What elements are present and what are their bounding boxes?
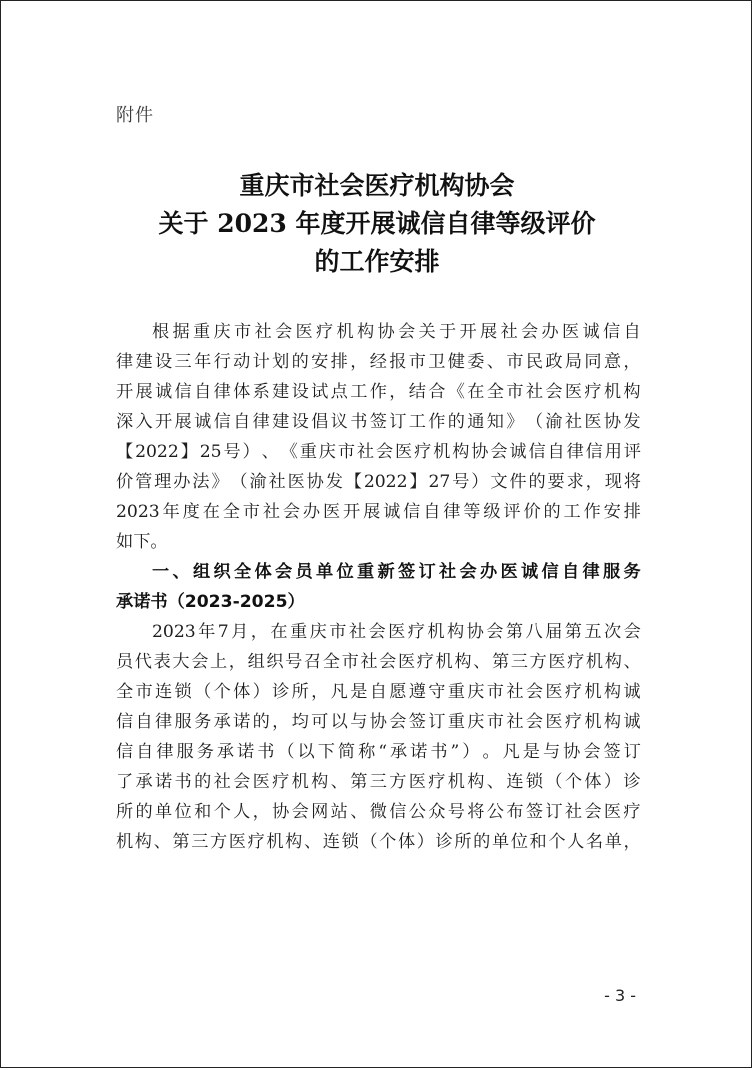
section-heading-line: 承诺书（2023-2025） [116, 592, 305, 612]
paragraph-line: 员 代 表 大 会 上 ， 组 织 号 召 全 市 社 会 医 疗 机 构 、 第 三 方 医 疗 机 构 、 [116, 652, 641, 672]
document-title [1, 167, 753, 281]
paragraph-line: 如下。 [116, 532, 168, 552]
paragraph-line: 根 据 重 庆 市 社 会 医 疗 机 构 协 会 关 于 开 展 社 会 办 医 诚 信 自 [152, 322, 641, 342]
paragraph-line: 全 市 连 锁 （ 个 体 ） 诊 所 ， 凡 是 自 愿 遵 守 重 庆 市 社 会 医 疗 机 构 诚 [116, 682, 641, 702]
page-number: - 3 - [604, 986, 636, 1005]
title-line-1: 重庆市社会医疗机构协会 [239, 171, 515, 200]
paragraph-line: 2023 年 7 月 ， 在 重 庆 市 社 会 医 疗 机 构 协 会 第 八 届 第 五 次 会 [152, 622, 641, 642]
paragraph-line: 【 2022 】 25 号 ） 、 《 重 庆 市 社 会 医 疗 机 构 协 会 诚 信 自 律 信 用 评 [116, 442, 641, 462]
paragraph-line: 价 管 理 办 法 》 （ 渝 社 医 协 发 【 2022 】 27 号 ） 文 件 的 要 求 ， 现 将 [116, 472, 641, 492]
paragraph-line: 2023 年 度 在 全 市 社 会 办 医 开 展 诚 信 自 律 等 级 评 价 的 工 作 安 排 [116, 502, 641, 522]
paragraph-line: 机 构 、 第 三 方 医 疗 机 构 、 连 锁 （ 个 体 ） 诊 所 的 单 位 和 个 人 名 单 ， [116, 832, 641, 852]
title-line-3: 的工作安排 [314, 247, 440, 276]
paragraph-line: 所 的 单 位 和 个 人 ， 协 会 网 站 、 微 信 公 众 号 将 公 布 签 订 社 会 医 疗 [116, 802, 641, 822]
attachment-label: 附件 [116, 105, 154, 126]
title-line-2: 关于 2023 年度开展诚信自律等级评价 [158, 209, 596, 238]
paragraph-line: 律 建 设 三 年 行 动 计 划 的 安 排 ， 经 报 市 卫 健 委 、 市 民 政 局 同 意 ， [116, 352, 641, 372]
paragraph-line: 深 入 开 展 诚 信 自 律 建 设 倡 议 书 签 订 工 作 的 通 知 》 （ 渝 社 医 协 发 [116, 412, 641, 432]
paragraph-line: 了 承 诺 书 的 社 会 医 疗 机 构 、 第 三 方 医 疗 机 构 、 连 锁 （ 个 体 ） 诊 [116, 772, 641, 792]
section-heading-line: 一 、 组 织 全 体 会 员 单 位 重 新 签 订 社 会 办 医 诚 信 自 律 服 务 [152, 562, 641, 582]
paragraph-line: 信 自 律 服 务 承 诺 书 （ 以 下 简 称 “ 承 诺 书 ” ） 。 凡 是 与 协 会 签 订 [116, 742, 641, 762]
paragraph-line: 开 展 诚 信 自 律 体 系 建 设 试 点 工 作 ， 结 合 《 在 全 市 社 会 医 疗 机 构 [116, 382, 641, 402]
paragraph-line: 信 自 律 服 务 承 诺 的 ， 均 可 以 与 协 会 签 订 重 庆 市 社 会 医 疗 机 构 诚 [116, 712, 641, 732]
document-body [116, 317, 641, 857]
